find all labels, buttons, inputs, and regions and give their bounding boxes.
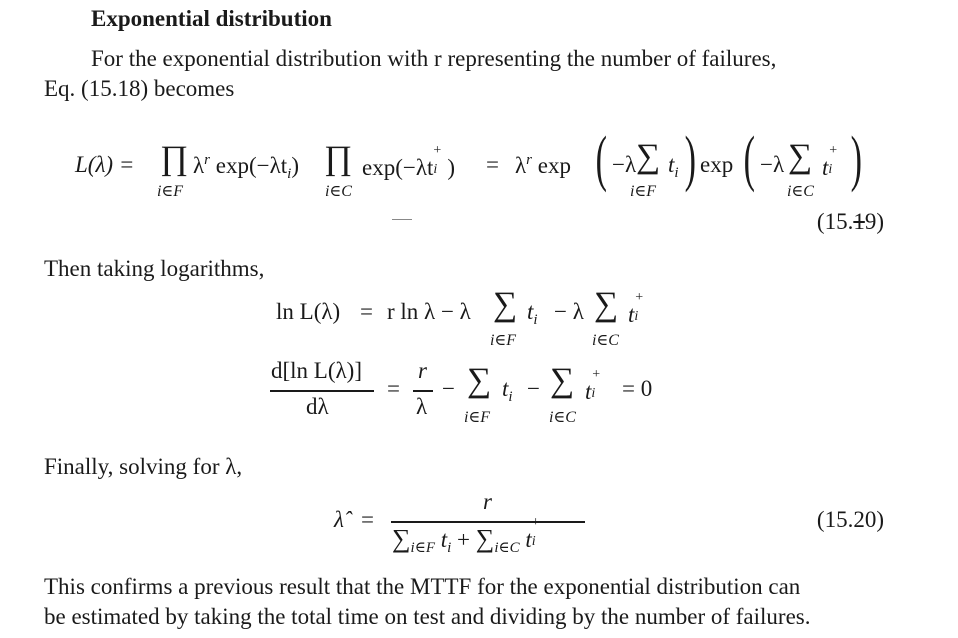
deriv-t-plus: t + i: [585, 367, 601, 404]
product-operator-f: ∏: [160, 140, 188, 177]
log-t-plus: t + i: [628, 290, 644, 327]
right-paren-1: ): [684, 125, 697, 193]
lambda-hat: λ̂: [334, 507, 344, 532]
log-minus-lambda: − λ: [554, 299, 584, 324]
t-var-1: $t_i$: [668, 152, 679, 181]
t-plus-var: t + i: [822, 143, 838, 180]
eq2-numerator: r: [483, 489, 492, 514]
eq1-equals: =: [486, 152, 499, 177]
deriv-sum-sub-f: i∈F: [464, 409, 491, 426]
deriv-minus-1: −: [442, 376, 455, 401]
neg-lambda-1: −λ: [612, 152, 637, 177]
deriv-sum-operator-1: ∑: [467, 362, 492, 399]
section-heading: Exponential distribution: [91, 6, 332, 31]
eq2-fraction-bar: [391, 521, 585, 523]
left-paren-2: (: [743, 125, 756, 193]
right-paren-2: ): [850, 125, 863, 193]
exp-word-2: exp: [700, 152, 734, 177]
eq2-denominator: $\sum_{i\in F}$ $t_i + \sum_{i\in C}$ t + i: [392, 515, 540, 556]
eq1-term1: $\lambda^r$ $\exp(-\lambda t_i)$: [193, 152, 299, 182]
equation-15-19: [75, 152, 134, 178]
deriv-minus-2: −: [527, 376, 540, 401]
deriv-equals: =: [387, 376, 400, 401]
product-operator-c: ∏: [324, 140, 352, 177]
equation-number-15-20: (15.20): [816, 507, 884, 532]
log-eq-equals: =: [360, 299, 373, 324]
eq2-equals: =: [361, 507, 374, 532]
left-paren-1: (: [595, 125, 608, 193]
log-sum-sub-f: i∈F: [490, 332, 517, 349]
equation-number-15-19: (15.19): [816, 209, 884, 234]
conclusion-line-2: be estimated by taking the total time on test and dividing by the number of failures.: [44, 604, 811, 629]
eq1-rhs: $\lambda^r$ exp: [515, 152, 571, 178]
stray-mark: [392, 219, 412, 220]
intro-line-2: Eq. (15.18) becomes: [44, 76, 235, 101]
deriv-sum-sub-c: i∈C: [549, 409, 576, 426]
log-t-i: $t_i$: [527, 299, 538, 328]
deriv-sum-operator-2: ∑: [550, 362, 575, 399]
then-text: Then taking logarithms,: [44, 256, 265, 281]
log-eq-lhs: ln L(λ): [276, 299, 341, 324]
product-sub-f: i∈F: [157, 183, 184, 200]
sum-operator-1: ∑: [636, 138, 661, 175]
log-sum-operator-2: ∑: [594, 286, 619, 323]
deriv-t-i: $t_i$: [502, 376, 513, 405]
sum-sub-c: i∈C: [787, 183, 814, 200]
r-lambda-fraction-bar: [413, 390, 433, 392]
intro-line-1: For the exponential distribution with r representing the number of failures,: [91, 46, 777, 71]
deriv-r: r: [418, 358, 427, 383]
sum-operator-2: ∑: [788, 138, 813, 175]
product-sub-c: i∈C: [325, 183, 352, 200]
log-sum-sub-c: i∈C: [592, 332, 619, 349]
log-sum-operator-1: ∑: [493, 286, 518, 323]
deriv-lambda: λ: [416, 394, 428, 419]
eq1-lhs: L(λ) =: [75, 152, 135, 177]
deriv-denominator: dλ: [306, 394, 329, 419]
finally-text: Finally, solving for λ,: [44, 454, 243, 479]
sum-sub-f: i∈F: [630, 183, 657, 200]
deriv-numerator: d[ln L(λ)]: [271, 358, 362, 383]
deriv-fraction-bar: [270, 390, 374, 392]
deriv-equals-zero: = 0: [622, 376, 653, 401]
eq1-term2: exp(−λt + i ): [362, 143, 456, 180]
neg-lambda-2: −λ: [760, 152, 785, 177]
log-eq-rhs-a: r ln λ − λ: [387, 299, 471, 324]
conclusion-line-1: This confirms a previous result that the MTTF for the exponential distribution can: [44, 574, 801, 599]
